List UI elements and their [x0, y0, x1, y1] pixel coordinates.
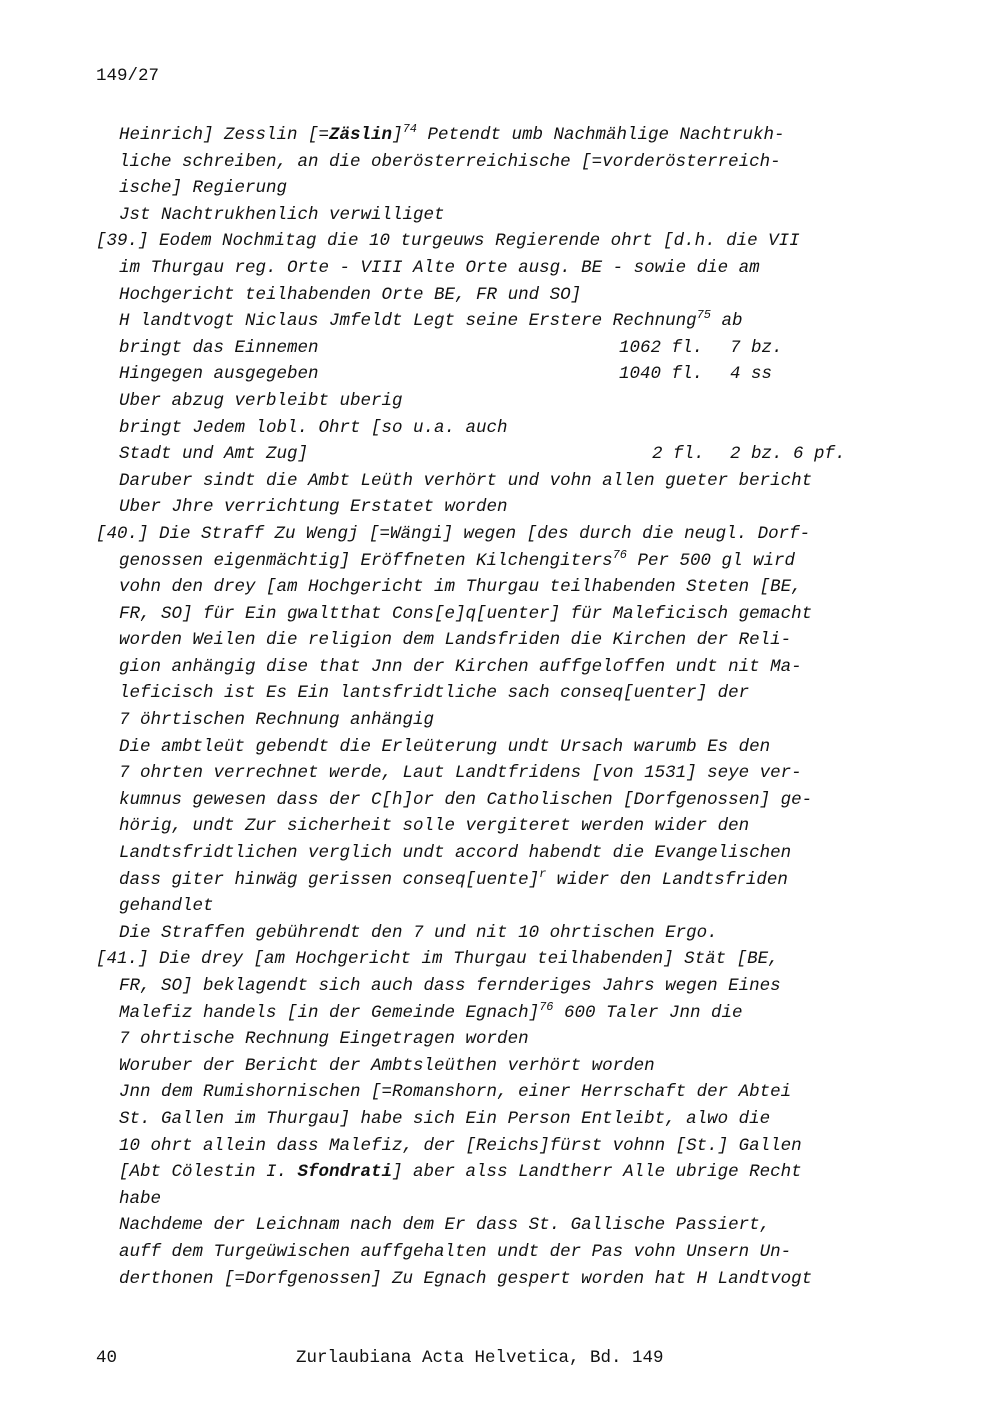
footer-series-title: Zurlaubiana Acta Helvetica, Bd. 149: [296, 1348, 664, 1368]
page-reference: 149/27: [96, 66, 160, 86]
text-line: liche schreiben, an die oberösterreichische [=vorderösterreich-: [119, 151, 781, 172]
text-line: Malefiz handels [in der Gemeinde Egnach]$^{76}$ 600 Taler Jnn die: [119, 999, 743, 1023]
text-line: kumnus gewesen dass der C[h]or den Catholischen [Dorfgenossen] ge-: [119, 789, 813, 810]
text-line: Daruber sindt die Ambt Leüth verhört und vohn allen gueter bericht: [119, 470, 813, 491]
text-line: bringt Jedem lobl. Ohrt [so u.a. auch: [119, 417, 508, 438]
text-line: St. Gallen im Thurgau] habe sich Ein Person Entleibt, alwo die: [119, 1108, 771, 1129]
footnote-ref: 76: [539, 999, 554, 1014]
section-40-start: [40.] Die Straff Zu Wengj [=Wängi] wegen [des durch die neugl. Dorf-: [96, 523, 811, 544]
text-line: auff dem Turgeüwischen auffgehalten undt der Pas vohn Unsern Un-: [119, 1241, 792, 1262]
text-line: derthonen [=Dorfgenossen] Zu Egnach gespert worden hat H Landtvogt: [119, 1268, 813, 1289]
text-line: 7 öhrtischen Rechnung anhängig: [119, 710, 435, 731]
text-line: Uber Jhre verrichtung Erstatet worden: [119, 497, 508, 518]
text-line: Uber abzug verbleibt uberig: [119, 390, 403, 411]
section-41-start: [41.] Die drey [am Hochgericht im Thurgau teilhabenden] Stät [BE,: [96, 949, 779, 970]
text-line: [Abt Cölestin I. Sfondrati] aber alss Landtherr Alle ubrige Recht: [119, 1162, 802, 1183]
text-line: dass giter hinwäg gerissen conseq[uente]$^r$ wider den Landtsfriden: [119, 866, 788, 890]
text-line: habe: [119, 1188, 162, 1209]
text-line: gehandlet: [119, 896, 214, 917]
text-line: worden Weilen die religion dem Landsfriden die Kirchen der Reli-: [119, 630, 792, 651]
text-line: hörig, undt Zur sicherheit solle vergiteret werden wider den: [119, 816, 750, 837]
footnote-ref: r: [539, 866, 547, 881]
text-line: Die ambtleüt gebendt die Erleüterung undt Ursach warumb Es den: [119, 736, 771, 757]
text-line: H landtvogt Niclaus Jmfeldt Legt seine Erstere Rechnung$^{75}$ ab: [119, 308, 743, 332]
account-row-share: Stadt und Amt Zug] 2 fl. 2 bz. 6 pf.: [119, 444, 846, 465]
text-line: leficisch ist Es Ein lantsfridtliche sach conseq[uenter] der: [119, 683, 750, 704]
text-line: genossen eigenmächtig] Eröffneten Kilchengiters$^{76}$ Per 500 gl wird: [119, 547, 796, 571]
section-39-start: [39.] Eodem Nochmitag die 10 turgeuws Regierende ohrt [d.h. die VII: [96, 231, 800, 252]
text-line: Woruber der Bericht der Ambtsleüthen verhört worden: [119, 1055, 655, 1076]
text-line: FR, SO] beklagendt sich auch dass fernderiges Jahrs wegen Eines: [119, 976, 781, 996]
text-line: Landtsfridtlichen verglich undt accord habendt die Evangelischen: [119, 843, 792, 864]
text-line: Heinrich] Zesslin [=Zäslin]$^{74}$ Petendt umb Nachmählige Nachtrukh-: [119, 122, 785, 145]
text-line: 7 ohrten verrechnet werde, Laut Landtfridens [von 1531] seye ver-: [119, 763, 802, 784]
text-line: Jnn dem Rumishornischen [=Romanshorn, einer Herrschaft der Abtei: [119, 1082, 792, 1103]
footnote-ref: 75: [696, 308, 712, 323]
text-line: vohn den drey [am Hochgericht im Thurgau teilhabenden Steten [BE,: [119, 577, 802, 598]
text-line: 10 ohrt allein dass Malefiz, der [Reichs]fürst vohnn [St.] Gallen: [119, 1135, 802, 1156]
text-line: Jst Nachtrukhenlich verwilliget: [119, 204, 445, 225]
document-body: [96, 122, 876, 1292]
text-line: Nachdeme der Leichnam nach dem Er dass St. Gallische Passiert,: [119, 1215, 771, 1236]
footnote-ref: 76: [612, 547, 627, 562]
text-line: ische] Regierung: [119, 178, 288, 199]
text-line: im Thurgau reg. Orte - VIII Alte Orte ausg. BE - sowie die am: [119, 257, 760, 278]
footnote-ref: 74: [402, 122, 417, 136]
text-line: 7 ohrtische Rechnung Eingetragen worden: [119, 1029, 529, 1050]
account-row-expense: Hingegen ausgegeben 1040 fl. 4 ss: [119, 364, 773, 385]
text-line: FR, SO] für Ein gwaltthat Cons[e]q[uenter] für Maleficisch gemacht: [119, 603, 813, 624]
text-line: Die Straffen gebührendt den 7 und nit 10 ohrtischen Ergo.: [119, 922, 718, 943]
text-line: Hochgericht teilhabenden Orte BE, FR und SO]: [119, 284, 582, 305]
account-row-income: bringt das Einnemen 1062 fl. 7 bz.: [119, 337, 783, 358]
page-number: 40: [96, 1348, 118, 1368]
text-line: gion anhängig dise that Jnn der Kirchen auffgeloffen undt nit Ma-: [119, 656, 802, 677]
